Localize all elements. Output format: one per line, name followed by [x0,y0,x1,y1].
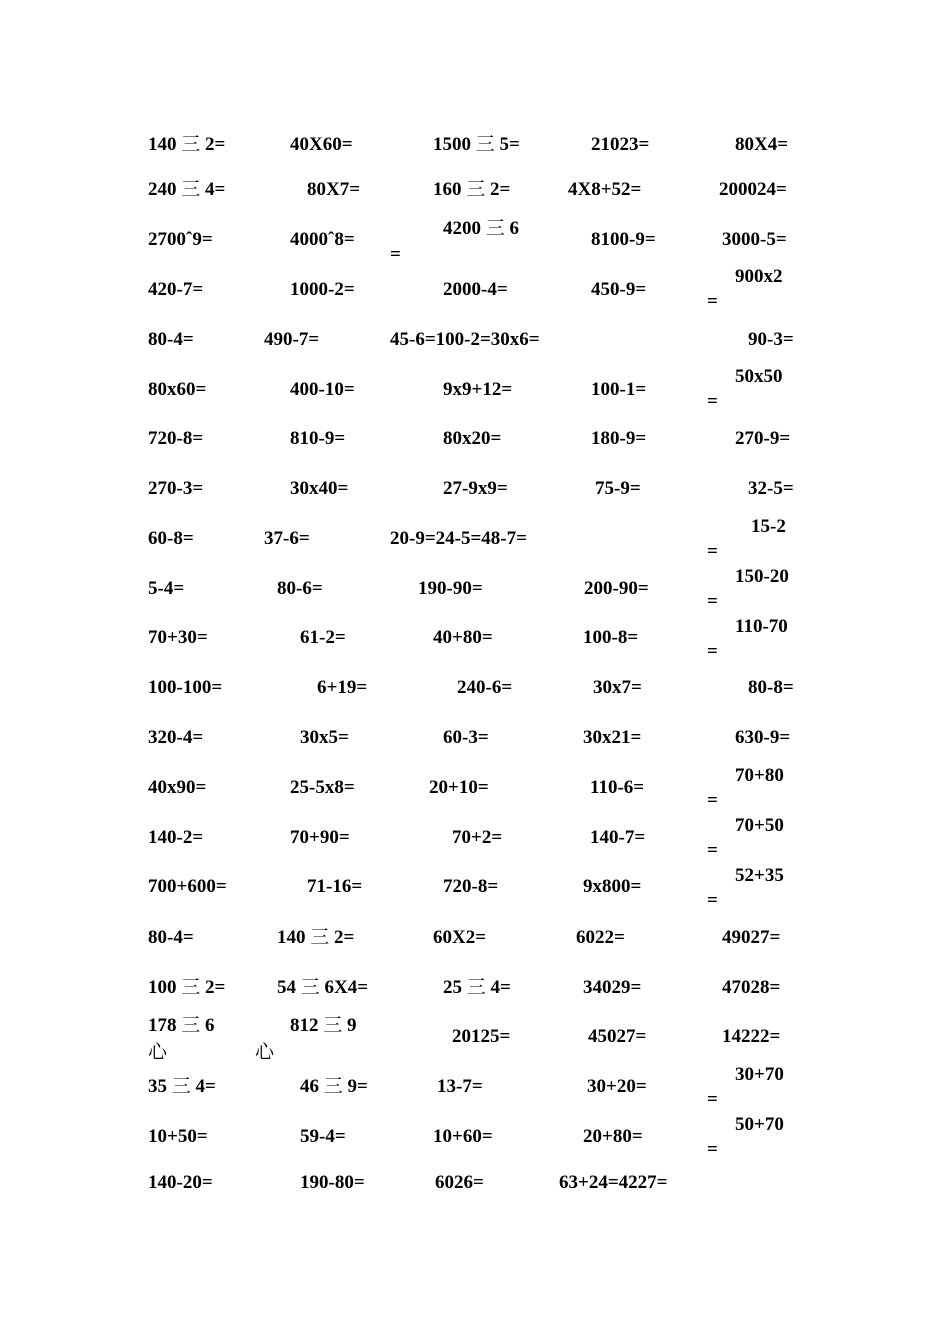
problem-r3-c5: 8100-9= [591,229,656,250]
problem-r17-c5: 49027= [722,927,781,948]
problem-r21-c5: 50+70 [735,1114,784,1135]
problem-r9-c1: 60-8= [148,528,194,549]
problem-r2-c4: 4X8+52= [568,179,642,200]
problem-r3-c4: 4200 三 6 [443,218,520,239]
problem-r3-c2: 4000ˆ8= [290,229,355,250]
problem-r17-c3: 60X2= [433,927,487,948]
problem-r2-c2: 80X7= [307,179,361,200]
problem-r19-c3: 812 三 9 [290,1015,357,1036]
problem-r9-c4: 15-2 [751,516,786,537]
problem-r7-c1: 720-8= [148,428,204,449]
problem-r19-c2: 心 [148,1042,168,1063]
problem-r11-c5: 110-70 [735,616,788,637]
problem-r18-c5: 47028= [722,977,781,998]
problem-r13-c2: 30x5= [300,727,349,748]
problem-r16-c6: = [707,890,718,911]
problem-r22-c1: 140-20= [148,1172,213,1193]
problem-r1-c5: 80X4= [735,134,789,155]
problem-r8-c2: 30x40= [290,478,349,499]
problem-r6-c3: 9x9+12= [443,379,513,400]
problem-r18-c1: 100 三 2= [148,977,226,998]
problem-r7-c5: 270-9= [735,428,791,449]
problem-r22-c2: 190-80= [300,1172,365,1193]
problem-r4-c6: = [707,291,718,312]
problem-r1-c1: 140 三 2= [148,134,226,155]
problem-r18-c2: 54 三 6X4= [277,977,369,998]
problem-r6-c4: 100-1= [591,379,647,400]
problem-r3-c3: = [390,244,401,265]
problem-r21-c2: 59-4= [300,1126,346,1147]
problem-r16-c5: 52+35 [735,865,784,886]
problem-r6-c5: 50x50 [735,366,783,387]
problem-r19-c4: 心 [255,1042,275,1063]
problem-r7-c4: 180-9= [591,428,647,449]
problem-r1-c3: 1500 三 5= [433,134,520,155]
problem-r8-c1: 270-3= [148,478,204,499]
problem-r22-c3: 6026= [435,1172,484,1193]
problem-r1-c4: 21023= [591,134,650,155]
problem-r15-c2: 70+90= [290,827,350,848]
problem-r12-c4: 30x7= [593,677,642,698]
problem-r12-c1: 100-100= [148,677,223,698]
problem-r9-c2: 37-6= [264,528,310,549]
problem-r8-c4: 75-9= [595,478,641,499]
problem-r7-c2: 810-9= [290,428,346,449]
problem-r6-c1: 80x60= [148,379,207,400]
problem-r10-c5: 150-20 [735,566,789,587]
problem-r20-c6: = [707,1089,718,1110]
problem-r12-c3: 240-6= [457,677,513,698]
problem-r18-c3: 25 三 4= [443,977,511,998]
problem-r11-c4: 100-8= [583,627,639,648]
problem-r16-c1: 700+600= [148,876,227,897]
problem-r3-c1: 2700ˆ9= [148,229,213,250]
problem-r14-c5: 70+80 [735,765,784,786]
problem-r16-c3: 720-8= [443,876,499,897]
problem-r7-c3: 80x20= [443,428,502,449]
problem-r4-c1: 420-7= [148,279,204,300]
problem-r21-c3: 10+60= [433,1126,493,1147]
problem-r6-c6: = [707,391,718,412]
problem-r14-c2: 25-5x8= [290,777,355,798]
problem-r19-c5: 20125= [452,1026,511,1047]
problem-r10-c1: 5-4= [148,578,185,599]
problem-r5-c3: 45-6=100-2=30x6= [390,329,540,350]
problem-r4-c2: 1000-2= [290,279,355,300]
problem-r15-c5: 70+50 [735,815,784,836]
problem-r14-c6: = [707,790,718,811]
problem-r4-c5: 900x2 [735,266,783,287]
problem-r11-c2: 61-2= [300,627,346,648]
problem-r19-c6: 45027= [588,1026,647,1047]
problem-r13-c4: 30x21= [583,727,642,748]
problem-r10-c2: 80-6= [277,578,323,599]
problem-r10-c3: 190-90= [418,578,483,599]
problem-r6-c2: 400-10= [290,379,355,400]
problem-r8-c3: 27-9x9= [443,478,508,499]
problem-r20-c4: 30+20= [587,1076,647,1097]
problem-r9-c3: 20-9=24-5=48-7= [390,528,527,549]
problem-r18-c4: 34029= [583,977,642,998]
problem-r16-c2: 71-16= [307,876,363,897]
problem-r10-c6: = [707,591,718,612]
problem-r17-c2: 140 三 2= [277,927,355,948]
problem-r5-c1: 80-4= [148,329,194,350]
problem-r4-c4: 450-9= [591,279,647,300]
problem-r15-c6: = [707,840,718,861]
problem-r11-c3: 40+80= [433,627,493,648]
problem-r21-c6: = [707,1139,718,1160]
problem-r2-c5: 200024= [719,179,787,200]
problem-r13-c3: 60-3= [443,727,489,748]
problem-r5-c2: 490-7= [264,329,320,350]
problem-r20-c3: 13-7= [437,1076,483,1097]
problem-r3-c6: 3000-5= [722,229,787,250]
problem-r2-c3: 160 三 2= [433,179,511,200]
problem-r17-c4: 6022= [576,927,625,948]
problem-r14-c3: 20+10= [429,777,489,798]
problem-r15-c4: 140-7= [590,827,646,848]
problem-r14-c4: 110-6= [590,777,645,798]
problem-r20-c2: 46 三 9= [300,1076,368,1097]
problem-r16-c4: 9x800= [583,876,642,897]
problem-r19-c1: 178 三 6 [148,1015,215,1036]
problem-r20-c5: 30+70 [735,1064,784,1085]
problem-r20-c1: 35 三 4= [148,1076,216,1097]
problem-r15-c3: 70+2= [452,827,503,848]
problem-r11-c1: 70+30= [148,627,208,648]
problem-r22-c4: 63+24=4227= [559,1172,668,1193]
problem-r1-c2: 40X60= [290,134,353,155]
problem-r15-c1: 140-2= [148,827,204,848]
problem-r21-c1: 10+50= [148,1126,208,1147]
problem-r12-c5: 80-8= [748,677,794,698]
problem-r2-c1: 240 三 4= [148,179,226,200]
problem-r10-c4: 200-90= [584,578,649,599]
problem-r13-c1: 320-4= [148,727,204,748]
problem-r12-c2: 6+19= [317,677,368,698]
problem-r11-c6: = [707,641,718,662]
problem-r14-c1: 40x90= [148,777,207,798]
problem-r17-c1: 80-4= [148,927,194,948]
problem-r21-c4: 20+80= [583,1126,643,1147]
problem-r4-c3: 2000-4= [443,279,508,300]
problem-r19-c7: 14222= [722,1026,781,1047]
problem-r5-c4: 90-3= [748,329,794,350]
problem-r9-c5: = [707,541,718,562]
problem-r8-c5: 32-5= [748,478,794,499]
problem-r13-c5: 630-9= [735,727,791,748]
